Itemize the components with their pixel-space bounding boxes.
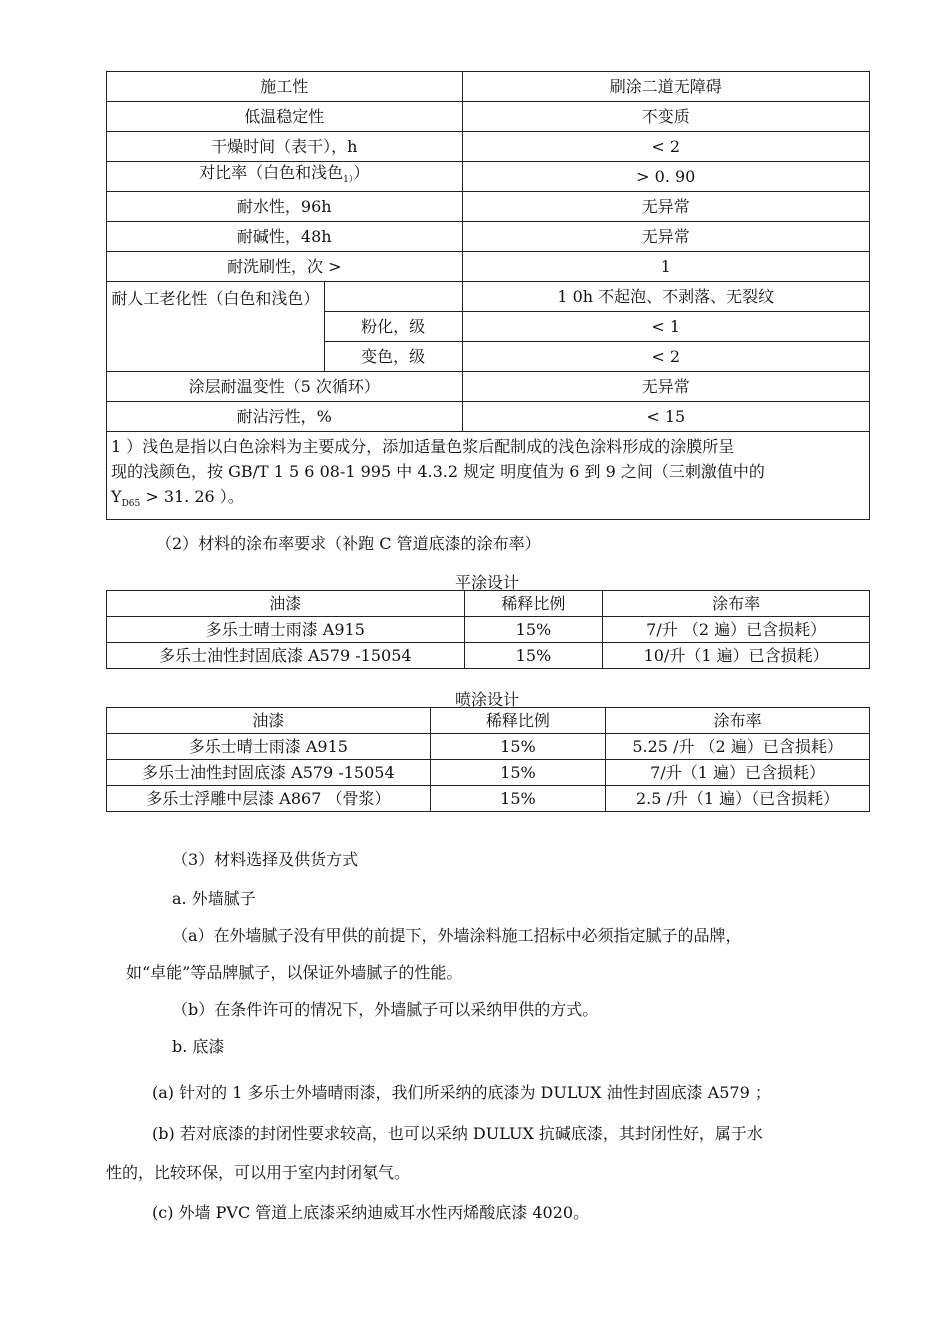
table-cell: 7/升（1 遍）已含损耗） [606,760,870,786]
table-row [107,192,870,222]
subsection-b-title: b. 底漆 [172,1037,225,1056]
spec-value: 无异常 [462,192,869,222]
table-cell: 多乐士油性封固底漆 A579 -15054 [107,643,465,669]
paragraph: (b) 若对底漆的封闭性要求较高，也可以采纳 DULUX 抗碱底漆，其封闭性好，属于水 [152,1124,763,1143]
table-row [107,617,870,643]
table-row [107,132,870,162]
spec-name: 施工性 [107,72,463,102]
table-header-row [107,708,870,734]
spec-value: 1 [462,252,869,282]
table-cell: 2.5 /升（1 遍）（已含损耗） [606,786,870,812]
table-row [107,102,870,132]
spec-value: 1 0h 不起泡、不剥落、无裂纹 [462,282,869,312]
table-row [107,432,870,520]
spec-name: 耐水性，96h [107,192,463,222]
table-row [107,282,870,312]
table-row [107,760,870,786]
section2-title: （2）材料的涂布率要求（补跑 C 管道底漆的涂布率） [156,534,541,553]
spec-name: 干燥时间（表干），h [107,132,463,162]
paragraph: (a) 针对的 1 多乐士外墙晴雨漆，我们所采纳的底漆为 DULUX 油性封固底漆 A579 ； [152,1083,771,1102]
flat-caption: 平涂设计 [454,573,519,592]
spec-value: > 0. 90 [462,162,869,192]
flat-table [106,590,870,669]
spec-value: 无异常 [462,372,869,402]
spec-name: 低温稳定性 [107,102,463,132]
spec-name: 涂层耐温变性（5 次循环） [107,372,463,402]
table-row [107,162,870,192]
table-row [107,372,870,402]
table-cell: 多乐士油性封固底漆 A579 -15054 [107,760,431,786]
column-header: 油漆 [107,591,465,617]
spec-value: < 2 [462,132,869,162]
table-cell: 多乐士浮雕中层漆 A867 （骨浆） [107,786,431,812]
table-row [107,786,870,812]
table-row [107,402,870,432]
spec-value: < 1 [462,312,869,342]
paragraph: 性的，比较环保，可以用于室内封闭氡气。 [106,1163,411,1182]
spec-subname: 粉化，级 [324,312,462,342]
table-cell: 多乐士晴士雨漆 A915 [107,734,431,760]
subsection-a-title: a. 外墙腻子 [172,889,256,908]
table-row [107,643,870,669]
spray-caption: 喷涂设计 [454,690,519,709]
table-row [107,72,870,102]
table-cell: 7/升 （2 遍）已含损耗） [603,617,870,643]
column-header: 稀释比例 [430,708,606,734]
table-cell: 15% [464,643,603,669]
spec-value: < 15 [462,402,869,432]
column-header: 涂布率 [603,591,870,617]
table-cell: 15% [430,760,606,786]
table-row [107,734,870,760]
spec-name: 对比率（白色和浅色$_{1)}$） [107,162,463,192]
spec-subname [324,282,462,312]
table-row [107,252,870,282]
table-cell: 15% [464,617,603,643]
spec-value: 刷涂二道无障碍 [462,72,869,102]
paragraph: （b）在条件许可的情况下，外墙腻子可以采纳甲供的方式。 [172,1000,599,1019]
paragraph: (c) 外墙 PVC 管道上底漆采纳迪威耳水性丙烯酸底漆 4020。 [152,1203,590,1222]
table-cell: 15% [430,786,606,812]
table-row [107,222,870,252]
table-cell: 10/升（1 遍）已含损耗） [603,643,870,669]
spec-name: 耐沾污性，% [107,402,463,432]
spec-value: < 2 [462,342,869,372]
table-cell: 5.25 /升 （2 遍）已含损耗） [606,734,870,760]
spec-name: 耐洗刷性，次 > [107,252,463,282]
spec-subname: 变色，级 [324,342,462,372]
aging-label: 耐人工老化性（白色和浅色） [107,282,325,372]
table-cell: 15% [430,734,606,760]
paragraph: 如“卓能”等品牌腻子，以保证外墙腻子的性能。 [126,963,463,982]
spec-value: 不变质 [462,102,869,132]
spec-value: 无异常 [462,222,869,252]
column-header: 稀释比例 [464,591,603,617]
section3-title: （3）材料选择及供货方式 [172,850,359,869]
column-header: 涂布率 [606,708,870,734]
spec-table [106,71,870,520]
table-cell: 多乐士晴士雨漆 A915 [107,617,465,643]
paragraph: （a）在外墙腻子没有甲供的前提下，外墙涂料施工招标中必须指定腻子的品牌， [172,926,742,945]
table-header-row [107,591,870,617]
spray-table [106,707,870,812]
column-header: 油漆 [107,708,431,734]
spec-name: 耐碱性，48h [107,222,463,252]
footnote: 1 ）浅色是指以白色涂料为主要成分，添加适量色浆后配制成的浅色涂料形成的涂膜所呈 现的浅颜色，按 GB/T 1 5 6 08-1 995 中 4.3.2 规定 明度值为 6 到 9 之间（三刺激值中的 $Y_{D65} > 31$. 26 ）。 [107,432,870,520]
